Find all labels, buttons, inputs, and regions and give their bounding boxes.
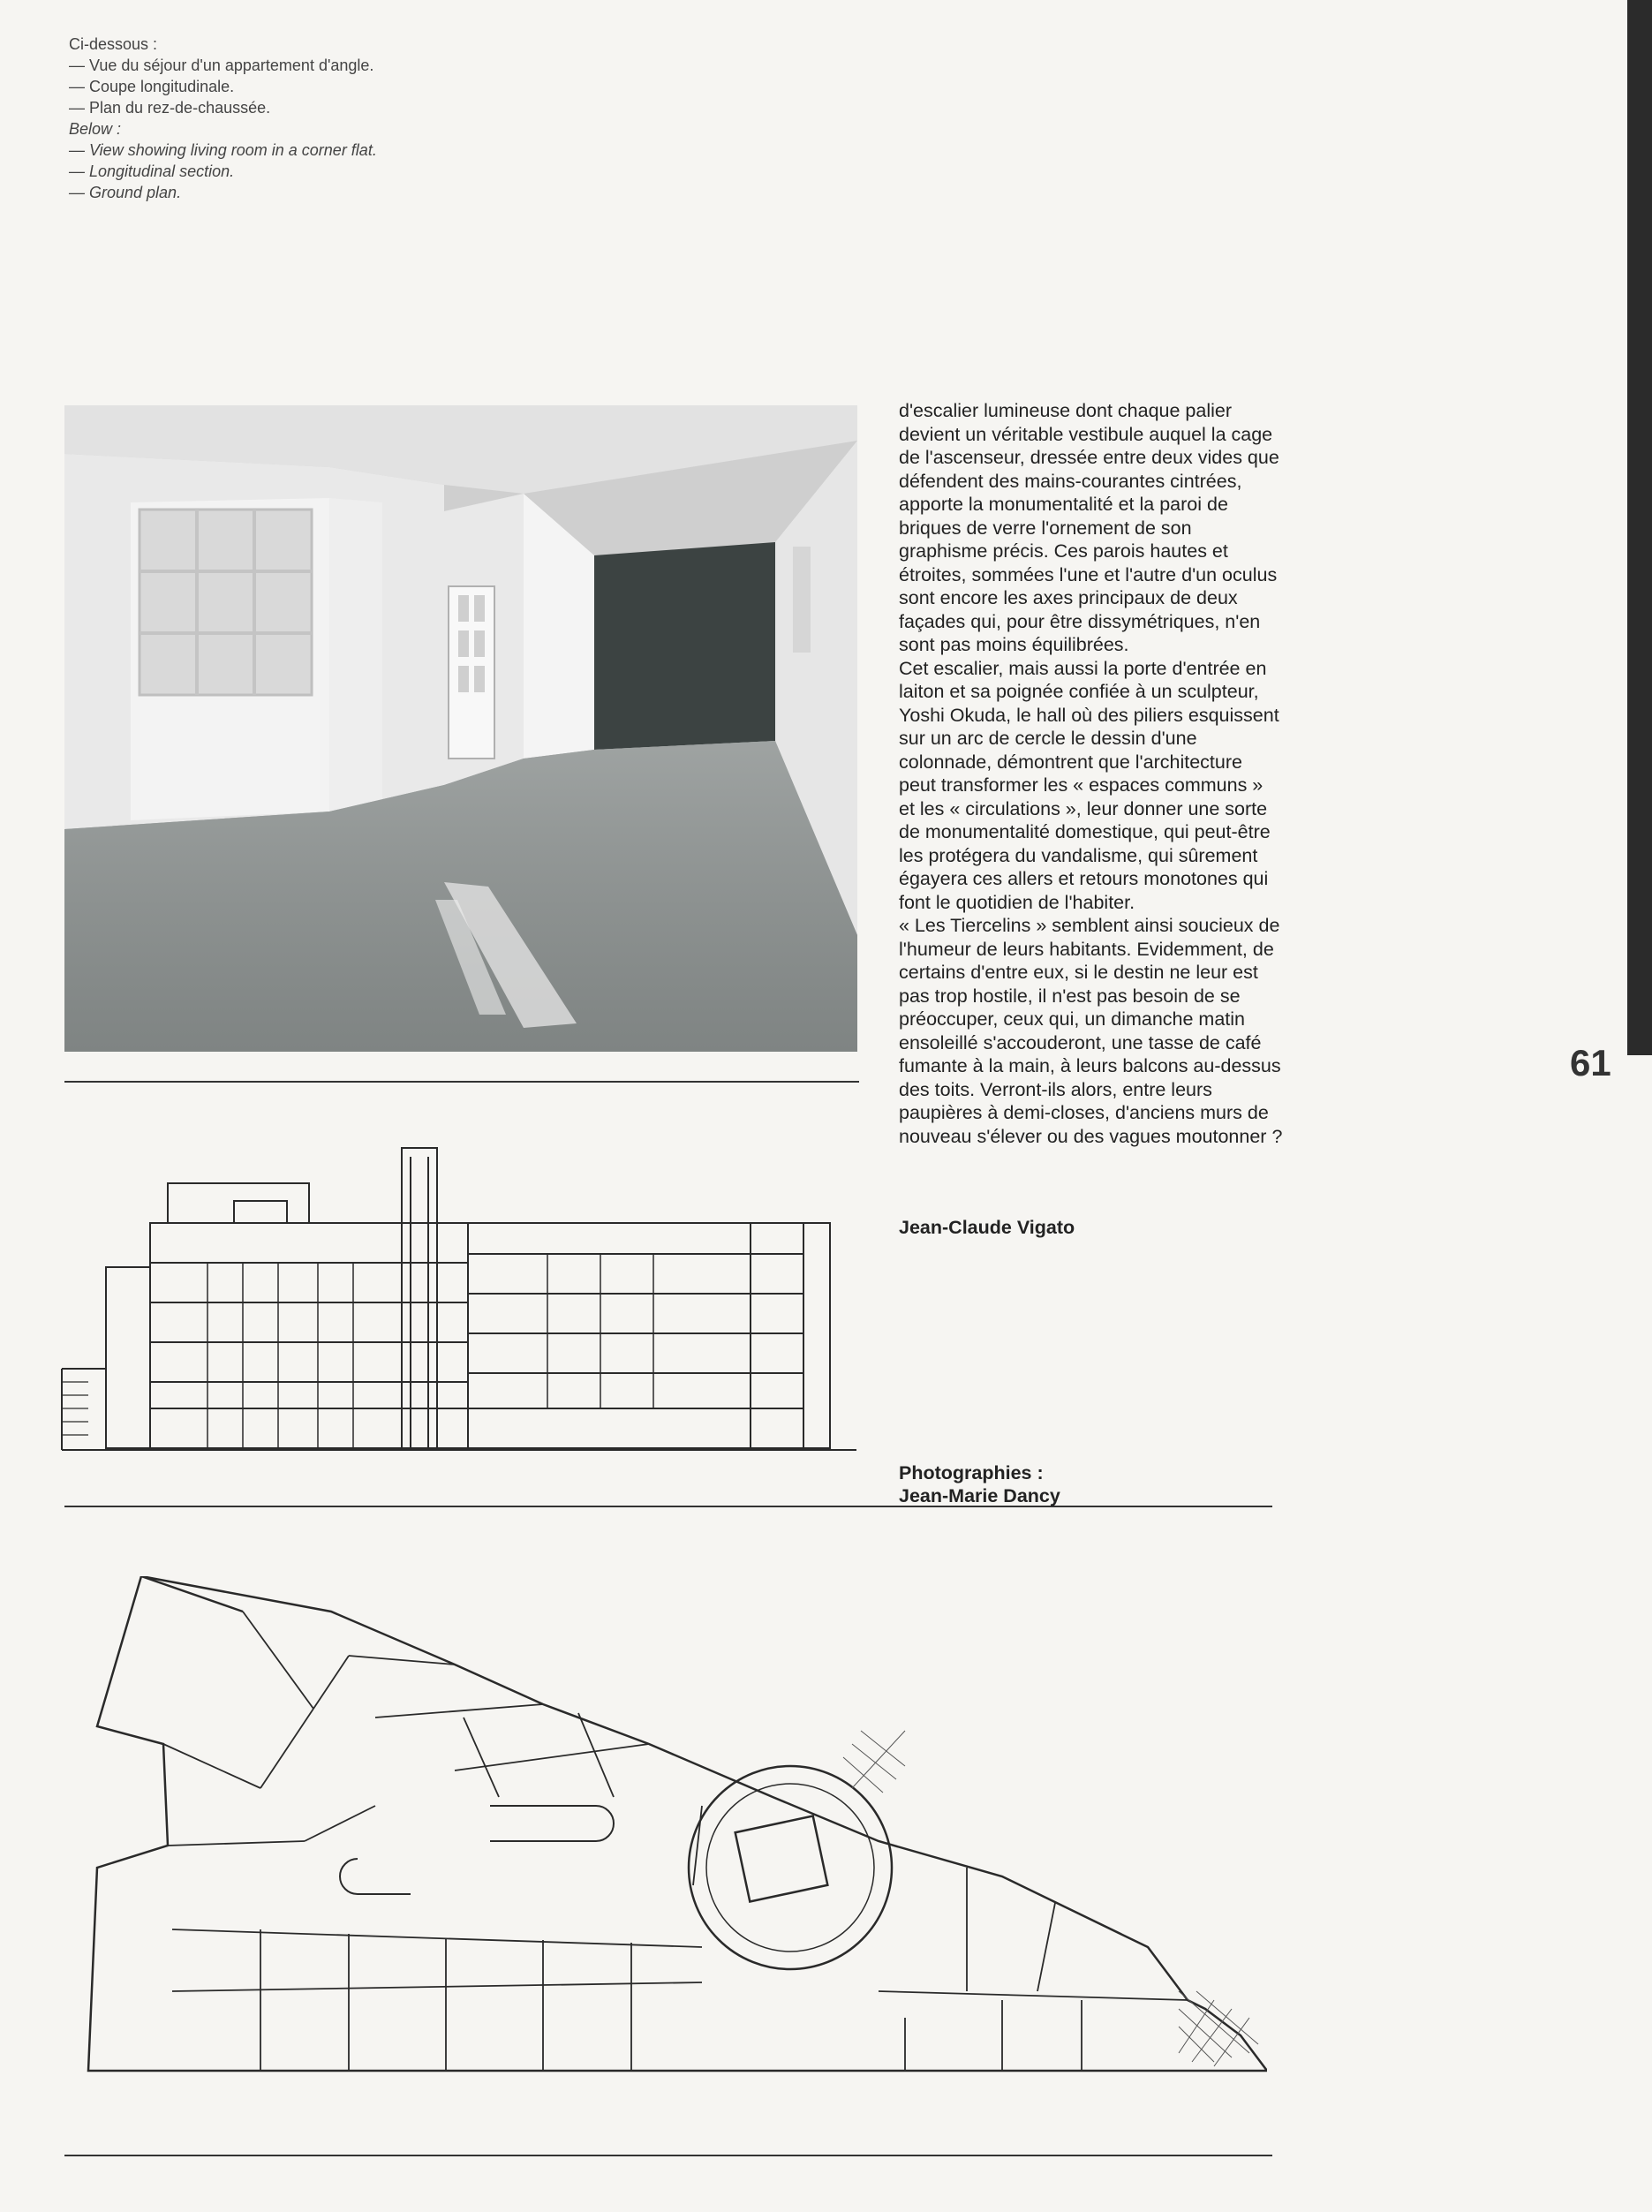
longitudinal-section-drawing xyxy=(53,1121,865,1457)
caption-en-item: — Longitudinal section. xyxy=(69,162,235,180)
page-edge-bar xyxy=(1627,0,1652,1055)
ground-plan-drawing xyxy=(84,1576,1267,2106)
caption-en-item: — Ground plan. xyxy=(69,184,182,201)
living-room-photo xyxy=(64,405,857,1052)
caption-en-item: — View showing living room in a corner flat. xyxy=(69,141,377,159)
article-author: Jean-Claude Vigato xyxy=(899,1217,1075,1238)
caption-block xyxy=(69,34,563,203)
section-drawing xyxy=(53,1121,865,1457)
rule-bottom xyxy=(64,2155,1272,2156)
article-body xyxy=(899,399,1284,1148)
caption-fr-item: — Coupe longitudinale. xyxy=(69,78,235,95)
caption-fr-item: — Plan du rez-de-chaussée. xyxy=(69,99,271,117)
photo-credit xyxy=(899,1461,1060,1507)
article-paragraph: d'escalier lumineuse dont chaque palier devient un véritable vestibule auquel la cage de l'ascenseur, dressée entre deux vides que défendent des mains-courantes cintrées, apporte la monumentalité et la paroi de briques de verre l'ornement de son graphisme précis. Ces parois hautes et étroites, sommées l'une et l'autre d'un oculus sont encore les axes principaux de deux façades qui, pour être dissymétriques, n'en sont pas moins équilibrées. xyxy=(899,400,1279,655)
article-paragraph: « Les Tiercelins » semblent ainsi soucieux de l'humeur de leurs habitants. Evidemment, de certains d'entre eux, si le destin ne leur est pas trop hostile, il n'est pas besoin de se préoccuper, ceux qui, un dimanche matin ensoleillé s'accouderont, une tasse de café fumante à la main, à leurs balcons au-dessus des toits. Verront-ils alors, entre leurs paupières à demi-closes, d'anciens murs de nouveau s'élever ou des vagues moutonner ? xyxy=(899,915,1283,1147)
caption-fr-intro: Ci-dessous : xyxy=(69,35,158,53)
caption-en-intro: Below : xyxy=(69,120,122,138)
article-paragraph: Cet escalier, mais aussi la porte d'entrée en laiton et sa poignée confiée à un sculpteur, Yoshi Okuda, le hall où des piliers esquissent sur un arc de cercle le dessin d'une colonnade, démontrent que l'architecture peut transformer les « espaces communs » et les « circulations », leur donner une sorte de monumentalité domestique, qui peut-être les protégera du vandalisme, qui sûrement égayera ces allers et retours monotones qui font le quotidien de l'habiter. xyxy=(899,657,1279,913)
rule-under-section xyxy=(64,1506,1272,1507)
rule-under-photo xyxy=(64,1081,859,1083)
photo-credit-label: Photographies : xyxy=(899,1462,1044,1483)
photo-credit-name: Jean-Marie Dancy xyxy=(899,1485,1060,1506)
living-room-photo-drawing xyxy=(64,405,857,1052)
caption-fr-item: — Vue du séjour d'un appartement d'angle. xyxy=(69,57,374,74)
page-number: 61 xyxy=(1570,1042,1611,1083)
ground-plan-svg xyxy=(84,1576,1267,2106)
